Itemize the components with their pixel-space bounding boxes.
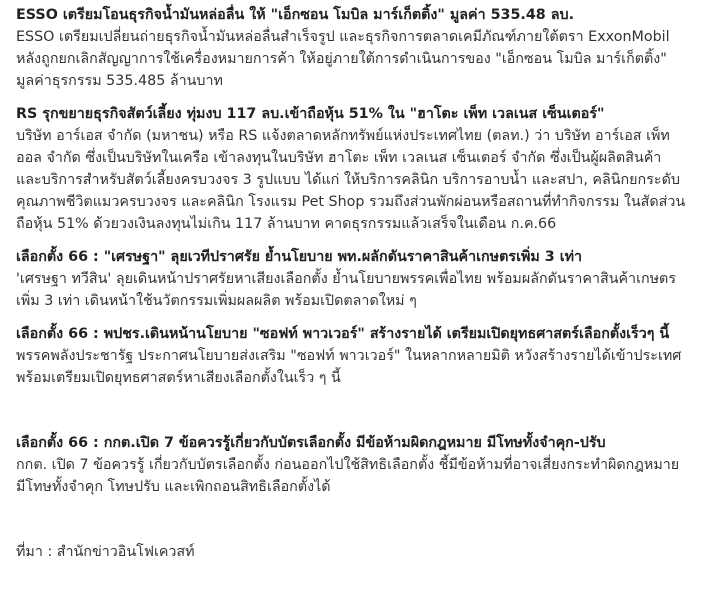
news-body-line: คุณภาพชีวิตแมวครบวงจร และคลินิก โรงแรม Pet Shop รวมถึงส่วนพักผ่อนหรือสถานที่ทำกิจกรรม ในสัดส่วน	[16, 194, 686, 210]
news-body	[16, 345, 710, 389]
news-item-srettha	[16, 246, 710, 312]
news-digest	[16, 4, 710, 563]
news-body-line: ESSO เตรียมเปลี่ยนถ่ายธุรกิจน้ำมันหล่อลื่นสำเร็จรูป และธุรกิจการตลาดเคมีภัณฑ์ภายใต้ตรา ExxonMobil	[16, 29, 670, 45]
news-headline: เลือกตั้ง 66 : กกต.เปิด 7 ข้อควรรู้เกี่ยวกับบัตรเลือกตั้ง มีข้อห้ามผิดกฎหมาย มีโทษทั้งจำคุก-ปรับ	[16, 435, 606, 451]
news-body	[16, 26, 710, 92]
news-body-line: พร้อมเตรียมเปิดยุทธศาสตร์หาเสียงเลือกตั้งในเร็ว ๆ นี้	[16, 370, 341, 386]
news-body-line: ถือหุ้น 51% ด้วยวงเงินลงทุนไม่เกิน 117 ล้านบาท คาดธุรกรรมแล้วเสร็จในเดือน ก.ค.66	[16, 216, 557, 232]
news-body-line: 'เศรษฐา ทวีสิน' ลุยเดินหน้าปราศรัยหาเสียงเลือกตั้ง ย้ำนโยบายพรรคเพื่อไทย พร้อมผลักดันราคาสินค้าเกษตร	[16, 271, 677, 287]
news-item-pprp	[16, 323, 710, 389]
news-body-line: มูลค่าธุรกรรม 535.485 ล้านบาท	[16, 73, 223, 89]
news-body-line: มีโทษทั้งจำคุก โทษปรับ และเพิกถอนสิทธิเลือกตั้งได้	[16, 479, 331, 495]
news-body-line: บริษัท อาร์เอส จำกัด (มหาชน) หรือ RS แจ้งตลาดหลักทรัพย์แห่งประเทศไทย (ตลท.) ว่า บริษัท อาร์เอส เพ็ท	[16, 128, 670, 144]
news-headline: RS รุกขยายธุรกิจสัตว์เลี้ยง ทุ่มงบ 117 ลบ.เข้าถือหุ้น 51% ใน "ฮาโตะ เพ็ท เวลเนส เซ็นเตอร์"	[16, 106, 605, 122]
news-body-line: ออล จำกัด ซึ่งเป็นบริษัทในเครือ เข้าลงทุนในบริษัท ฮาโตะ เพ็ท เวลเนส เซ็นเตอร์ จำกัด ซึ่งเป็นผู้ผลิตสินค้า	[16, 150, 662, 166]
news-headline: ESSO เตรียมโอนธุรกิจน้ำมันหล่อลื่น ให้ "เอ็กซอน โมบิล มาร์เก็ตติ้ง" มูลค่า 535.48 ลบ.	[16, 7, 574, 23]
news-item-rs	[16, 103, 710, 235]
news-body-line: พรรคพลังประชารัฐ ประกาศนโยบายส่งเสริม "ซอฟท์ พาวเวอร์" ในหลากหลายมิติ หวังสร้างรายได้เข้าประเทศ	[16, 348, 682, 364]
news-body-line: เพิ่ม 3 เท่า เดินหน้าใช้นวัตกรรมเพิ่มผลผลิต พร้อมเปิดตลาดใหม่ ๆ	[16, 293, 417, 309]
news-body	[16, 125, 710, 235]
source-credit: ที่มา : สำนักข่าวอินโฟเควสท์	[16, 544, 195, 560]
news-body	[16, 454, 710, 498]
news-item-ect	[16, 432, 710, 498]
news-item-esso	[16, 4, 710, 92]
news-headline: เลือกตั้ง 66 : "เศรษฐา" ลุยเวทีปราศรัย ย้ำนโยบาย พท.ผลักดันราคาสินค้าเกษตรเพิ่ม 3 เท่า	[16, 249, 583, 265]
news-body-line: หลังถูกยกเลิกสัญญาการใช้เครื่องหมายการค้า ให้อยู่ภายใต้การดำเนินการของ "เอ็กซอน โมบิล มาร์เก็ตติ้ง"	[16, 51, 667, 67]
news-body	[16, 268, 710, 312]
news-headline: เลือกตั้ง 66 : พปชร.เดินหน้านโยบาย "ซอฟท์ พาวเวอร์" สร้างรายได้ เตรียมเปิดยุทธศาสตร์เลือกตั้งเร็วๆ นี้	[16, 326, 670, 342]
news-body-line: กกต. เปิด 7 ข้อควรรู้ เกี่ยวกับบัตรเลือกตั้ง ก่อนออกไปใช้สิทธิเลือกตั้ง ชี้มีข้อห้ามที่อาจเสี่ยงกระทำผิดกฎหมาย	[16, 457, 680, 473]
news-body-line: และบริการสำหรับสัตว์เลี้ยงครบวงจร 3 รูปแบบ ได้แก่ ให้บริการคลินิก บริการอาบน้ำ และสปา, คลินิกยกระดับ	[16, 172, 680, 188]
